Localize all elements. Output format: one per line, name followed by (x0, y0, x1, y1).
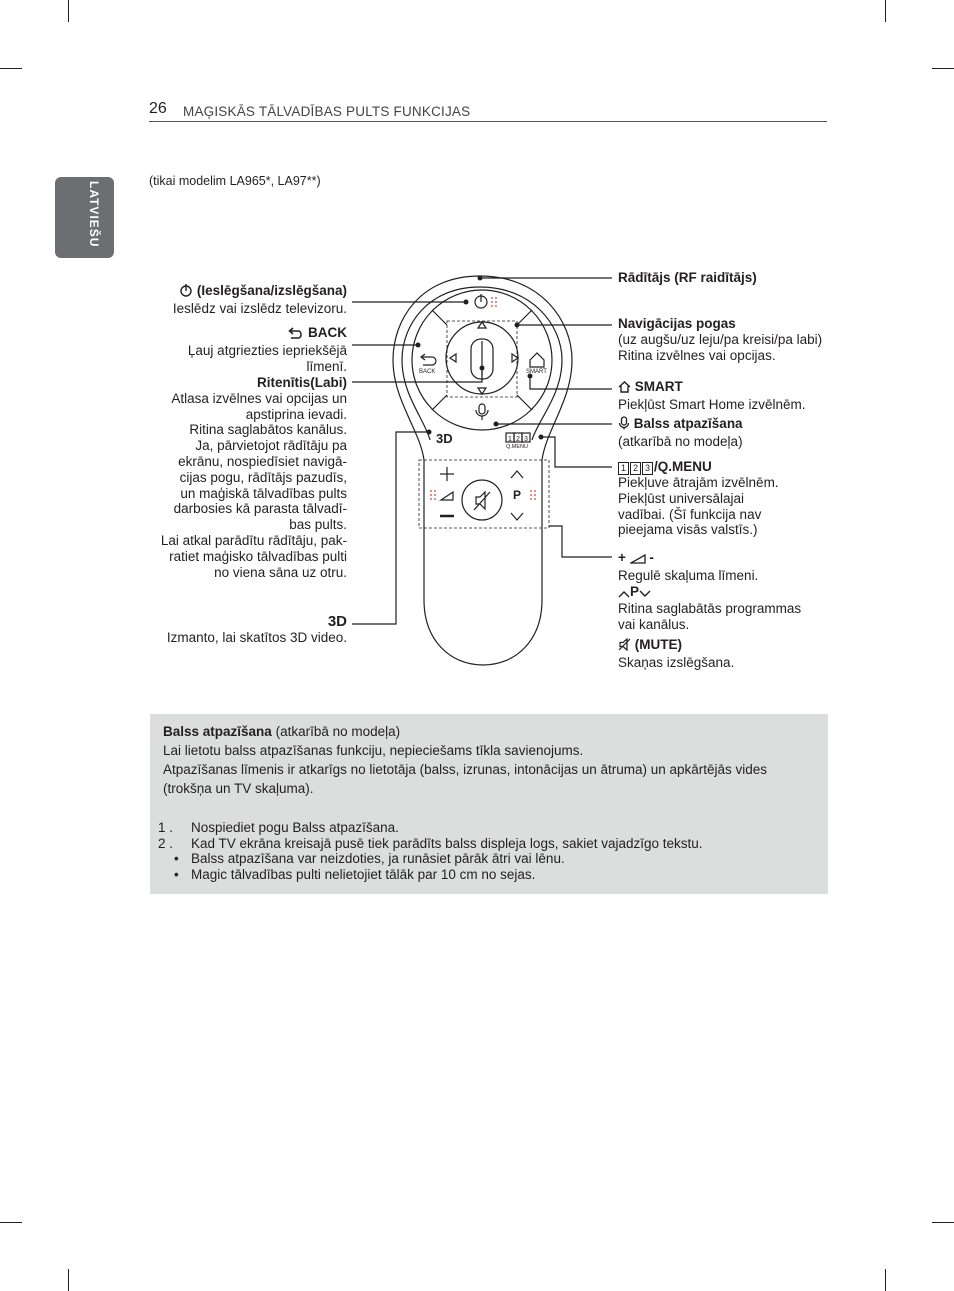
remote-qmenu-digit-1: 1 (508, 436, 512, 443)
mic-icon (618, 416, 630, 434)
three-d-desc: Izmanto, lai skatītos 3D video. (166, 629, 347, 645)
mute-button (462, 480, 502, 520)
crop-mark (0, 1222, 22, 1223)
remote-qmenu-label: Q.MENU (506, 444, 528, 450)
nav-down-icon (478, 388, 486, 394)
smart-title: SMART (634, 379, 683, 394)
voice-desc: (atkarībā no modeļa) (618, 433, 743, 449)
volume-icon (630, 552, 646, 568)
label-smart (618, 379, 833, 413)
crop-mark (932, 1222, 954, 1223)
ch-up-icon (511, 471, 523, 478)
qmenu-digit-3: 3 (642, 462, 653, 475)
wheel-title: Ritenītis(Labi) (257, 375, 347, 390)
voice-box-title: Balss atpazīšana (163, 724, 272, 739)
voice-info-box (150, 714, 828, 894)
model-note: (tikai modelim LA965*, LA97**) (149, 174, 321, 188)
back-desc-2: līmenī. (306, 358, 347, 374)
back-icon (288, 327, 304, 343)
step-text: Kad TV ekrāna kreisajā pusē tiek parādīts balss displeja logs, sakiet vajadzīgo tekstu. (191, 836, 703, 851)
qmenu-title: /Q.MENU (654, 459, 712, 474)
step-text: Nospiediet pogu Balss atpazīšana. (191, 820, 399, 835)
remote-p-label: P (513, 488, 522, 502)
back-icon (422, 357, 436, 365)
nav-up-icon (478, 322, 486, 328)
mute-title: (MUTE) (634, 636, 683, 652)
power-desc: Ieslēdz vai izslēdz televizoru. (172, 300, 347, 316)
label-volume (618, 550, 838, 671)
leader-qmenu (541, 437, 612, 467)
voice-box-line-2: Atpazīšanas līmenis ir atkarīgs no lietotāja (balss, izrunas, intonācijas un ātruma) un apkārtējās vides (163, 762, 768, 777)
nav-right-icon (512, 354, 518, 362)
wheel-line: apstiprina ievadi. (245, 406, 347, 422)
wheel-line: Atlasa izvēlnes vai opcijas un (171, 390, 347, 406)
pointer-title: Rādītājs (RF raidītājs) (618, 270, 757, 285)
remote-qmenu-digit-3: 3 (524, 436, 528, 443)
label-qmenu (618, 459, 833, 538)
voice-box-line-3: (trokšņa un TV skaļuma). (163, 781, 314, 796)
qmenu-digit-1: 1 (618, 462, 629, 475)
wheel-line: ratiet maģisko tālvadības pulti (169, 548, 347, 564)
mute-icon (618, 638, 631, 655)
wheel-line: un maģiskā tālvadības pults (180, 485, 347, 501)
voice-box-line-1: Lai lietotu balss atpazīšanas funkciju, nepieciešams tīkla savienojums. (163, 743, 584, 758)
label-power (147, 283, 347, 317)
qmenu-line: vadībai. (Šī funkcija nav (618, 506, 762, 522)
bullet-marker: • (174, 867, 179, 882)
voice-box-heading (163, 722, 823, 741)
back-title: BACK (308, 325, 347, 340)
leader-wheel (352, 368, 482, 382)
nav-title: Navigācijas pogas (618, 316, 736, 331)
nav-left-icon (450, 354, 456, 362)
leader-smart (530, 376, 612, 389)
label-nav (618, 316, 843, 363)
ch-up-icon (618, 586, 630, 602)
power-title: (Ieslēgšana/izslēgšana) (196, 283, 347, 298)
nav-desc-1: (uz augšu/uz leju/pa kreisi/pa labi) (618, 331, 823, 347)
vol-minus: - (649, 550, 654, 565)
back-desc-1: Ļauj atgriezties iepriekšējā (187, 342, 347, 358)
p-letter: P (630, 583, 640, 599)
crop-mark (68, 1269, 69, 1291)
language-tab-label: LATVIEŠU (87, 181, 101, 248)
label-wheel (147, 375, 347, 580)
leader-3d (352, 432, 429, 624)
smart-home-icon (530, 353, 544, 367)
ch-down-icon (639, 586, 651, 602)
qmenu-line: pieejama visās valstīs.) (618, 522, 758, 538)
mute-desc: Skaņas izslēgšana. (618, 654, 735, 670)
remote-back-label: BACK (419, 369, 436, 375)
wheel-line: Lai atkal parādītu rādītāju, pak- (160, 532, 347, 548)
wheel-line: no viena sāna uz otru. (214, 564, 347, 580)
leader-volume (549, 526, 612, 557)
label-3d (147, 614, 347, 646)
lower-dashed-box (419, 460, 549, 528)
smart-desc: Piekļūst Smart Home izvēlnēm. (618, 396, 806, 412)
section-title: MAĢISKĀS TĀLVADĪBAS PULTS FUNKCIJAS (183, 104, 471, 119)
smart-home-icon (618, 381, 631, 397)
nav-desc-2: Ritina izvēlnes vai opcijas. (618, 347, 776, 363)
vol-plus: + (618, 550, 626, 565)
three-d-icon: 3D (327, 613, 347, 630)
qmenu-line: Piekļūst universālajai (618, 490, 745, 506)
mic-icon (479, 404, 485, 414)
crop-mark (885, 1269, 886, 1291)
label-back (147, 325, 347, 374)
wheel-line: ekrānu, nospiedīsiet navigā- (178, 453, 347, 469)
power-icon (179, 283, 193, 301)
wheel-line: Ritina saglabātos kanālus. (189, 422, 347, 438)
remote-smart-label: SMART (526, 369, 547, 375)
step-number: 1 . (158, 820, 174, 835)
qmenu-digit-2: 2 (630, 462, 641, 475)
label-voice (618, 416, 833, 450)
vol-desc: Regulē skaļuma līmeni. (618, 567, 759, 583)
remote-qmenu-digit-2: 2 (516, 436, 520, 443)
remote-3d-label: 3D (436, 431, 453, 446)
wheel-line: bas pults. (289, 517, 347, 533)
ch-down-icon (511, 513, 523, 520)
bullet-text: Magic tālvadības pulti nelietojiet tālāk par 10 cm no sejas. (191, 867, 536, 882)
wheel-line: darbosies kā parasta tālvadī- (173, 501, 347, 517)
voice-box-title-suffix: (atkarībā no modeļa) (275, 724, 401, 739)
bullet-marker: • (174, 851, 179, 866)
remote-body-outline (393, 276, 572, 665)
page-number: 26 (149, 100, 167, 117)
volume-icon (441, 492, 453, 500)
wheel-line: Ja, pārvietojot rādītāju pa (195, 438, 347, 454)
qmenu-line: Piekļuve ātrajām izvēlnēm. (618, 475, 779, 490)
voice-title: Balss atpazīšana (633, 416, 743, 431)
step-number: 2 . (158, 836, 174, 851)
prog-desc-2: vai kanālus. (618, 617, 690, 633)
bullet-text: Balss atpazīšana var neizdoties, ja runāsiet pārāk ātri vai lēnu. (191, 851, 565, 866)
wheel-line: cijas pogu, rādītājs pazudīs, (179, 469, 347, 485)
prog-desc-1: Ritina saglabātās programmas (618, 601, 802, 617)
